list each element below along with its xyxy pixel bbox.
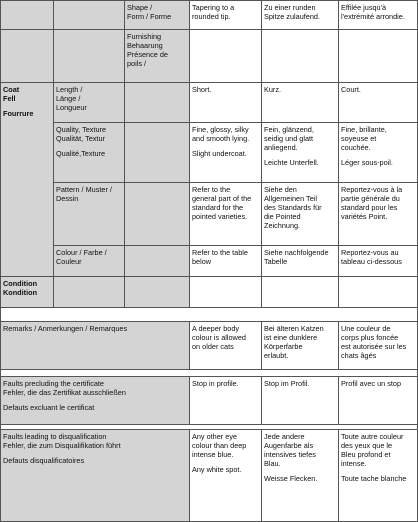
condition-de [261, 276, 339, 308]
pattern-en: Refer to the general part of the standard for the pointed varieties. [189, 182, 262, 246]
blank-cell [53, 29, 125, 83]
quality-label: Quality, Texture Qualität, Textur Qualité,Texture [53, 122, 125, 183]
length-de: Kurz. [261, 82, 339, 123]
furnishing-en [189, 29, 262, 83]
faults-disqualification-de: Jede andere Augenfarbe als intensives tiefes Blau. Weisse Flecken. [261, 429, 339, 522]
furnishing-fr [338, 29, 418, 83]
quality-en: Fine, glossy, silky and smooth lying. Slight undercoat. [189, 122, 262, 183]
faults-certificate-en: Stop in profile. [189, 376, 262, 425]
blank-cell [0, 0, 54, 30]
faults-certificate-label: Faults precluding the certificate Fehler, die das Zertifikat ausschließen Defauts excluant le certificat [0, 376, 190, 425]
length-label: Length / Länge / Longueur [53, 82, 125, 123]
spacer-row [0, 307, 418, 322]
pattern-fr: Reportez-vous à la partie générale du standard pour les variétés Point. [338, 182, 418, 246]
faults-certificate-de: Stop im Profil. [261, 376, 339, 425]
blank-cell [53, 0, 125, 30]
colour-de: Siehe nachfolgende Tabelle [261, 245, 339, 277]
quality-de: Fein, glänzend, seidig und glatt anliegend. Leichte Unterfell. [261, 122, 339, 183]
colour-fr: Reportez-vous au tableau ci-dessous [338, 245, 418, 277]
blank-cell [124, 245, 190, 277]
blank-cell [124, 82, 190, 123]
faults-disqualification-fr: Toute autre couleur des yeux que le Bleu profond et intense. Toute tache blanche [338, 429, 418, 522]
blank-cell [124, 122, 190, 183]
furnishing-label: Furnishing Behaarung Présence de poils / [124, 29, 190, 83]
faults-certificate-fr: Profil avec un stop [338, 376, 418, 425]
remarks-fr: Une couleur de corps plus foncée est autorisée sur les chats âgés [338, 321, 418, 370]
condition-header: Condition Kondition [0, 276, 54, 308]
blank-cell [124, 182, 190, 246]
shape-de: Zu einer runden Spitze zulaufend. [261, 0, 339, 30]
length-en: Short. [189, 82, 262, 123]
length-fr: Court. [338, 82, 418, 123]
faults-disqualification-label: Faults leading to disqualification Fehler, die zum Disqualifikation führt Defauts disqualificatoires [0, 429, 190, 522]
pattern-label: Pattern / Muster / Dessin [53, 182, 125, 246]
shape-label: Shape / Form / Forme [124, 0, 190, 30]
colour-en: Refer to the table below [189, 245, 262, 277]
furnishing-de [261, 29, 339, 83]
shape-fr: Effilée jusqu'à l'extrémité arrondie. [338, 0, 418, 30]
colour-label: Colour / Farbe / Couleur [53, 245, 125, 277]
blank-cell [53, 276, 125, 308]
condition-en [189, 276, 262, 308]
faults-disqualification-en: Any other eye colour than deep intense blue. Any white spot. [189, 429, 262, 522]
shape-en: Tapering to a rounded tip. [189, 0, 262, 30]
condition-fr [338, 276, 418, 308]
remarks-label: Remarks / Anmerkungen / Remarques [0, 321, 190, 370]
remarks-en: A deeper body colour is allowed on older cats [189, 321, 262, 370]
coat-section-header: Coat Fell Fourrure [0, 82, 54, 277]
quality-fr: Fine, brillante, soyeuse et couchée. Léger sous-poil. [338, 122, 418, 183]
pattern-de: Siehe den Allgemeinen Teil des Standards für die Pointed Zeichnung. [261, 182, 339, 246]
blank-cell [124, 276, 190, 308]
remarks-de: Bei älteren Katzen ist eine dunklere Körperfarbe erlaubt. [261, 321, 339, 370]
blank-cell [0, 29, 54, 83]
